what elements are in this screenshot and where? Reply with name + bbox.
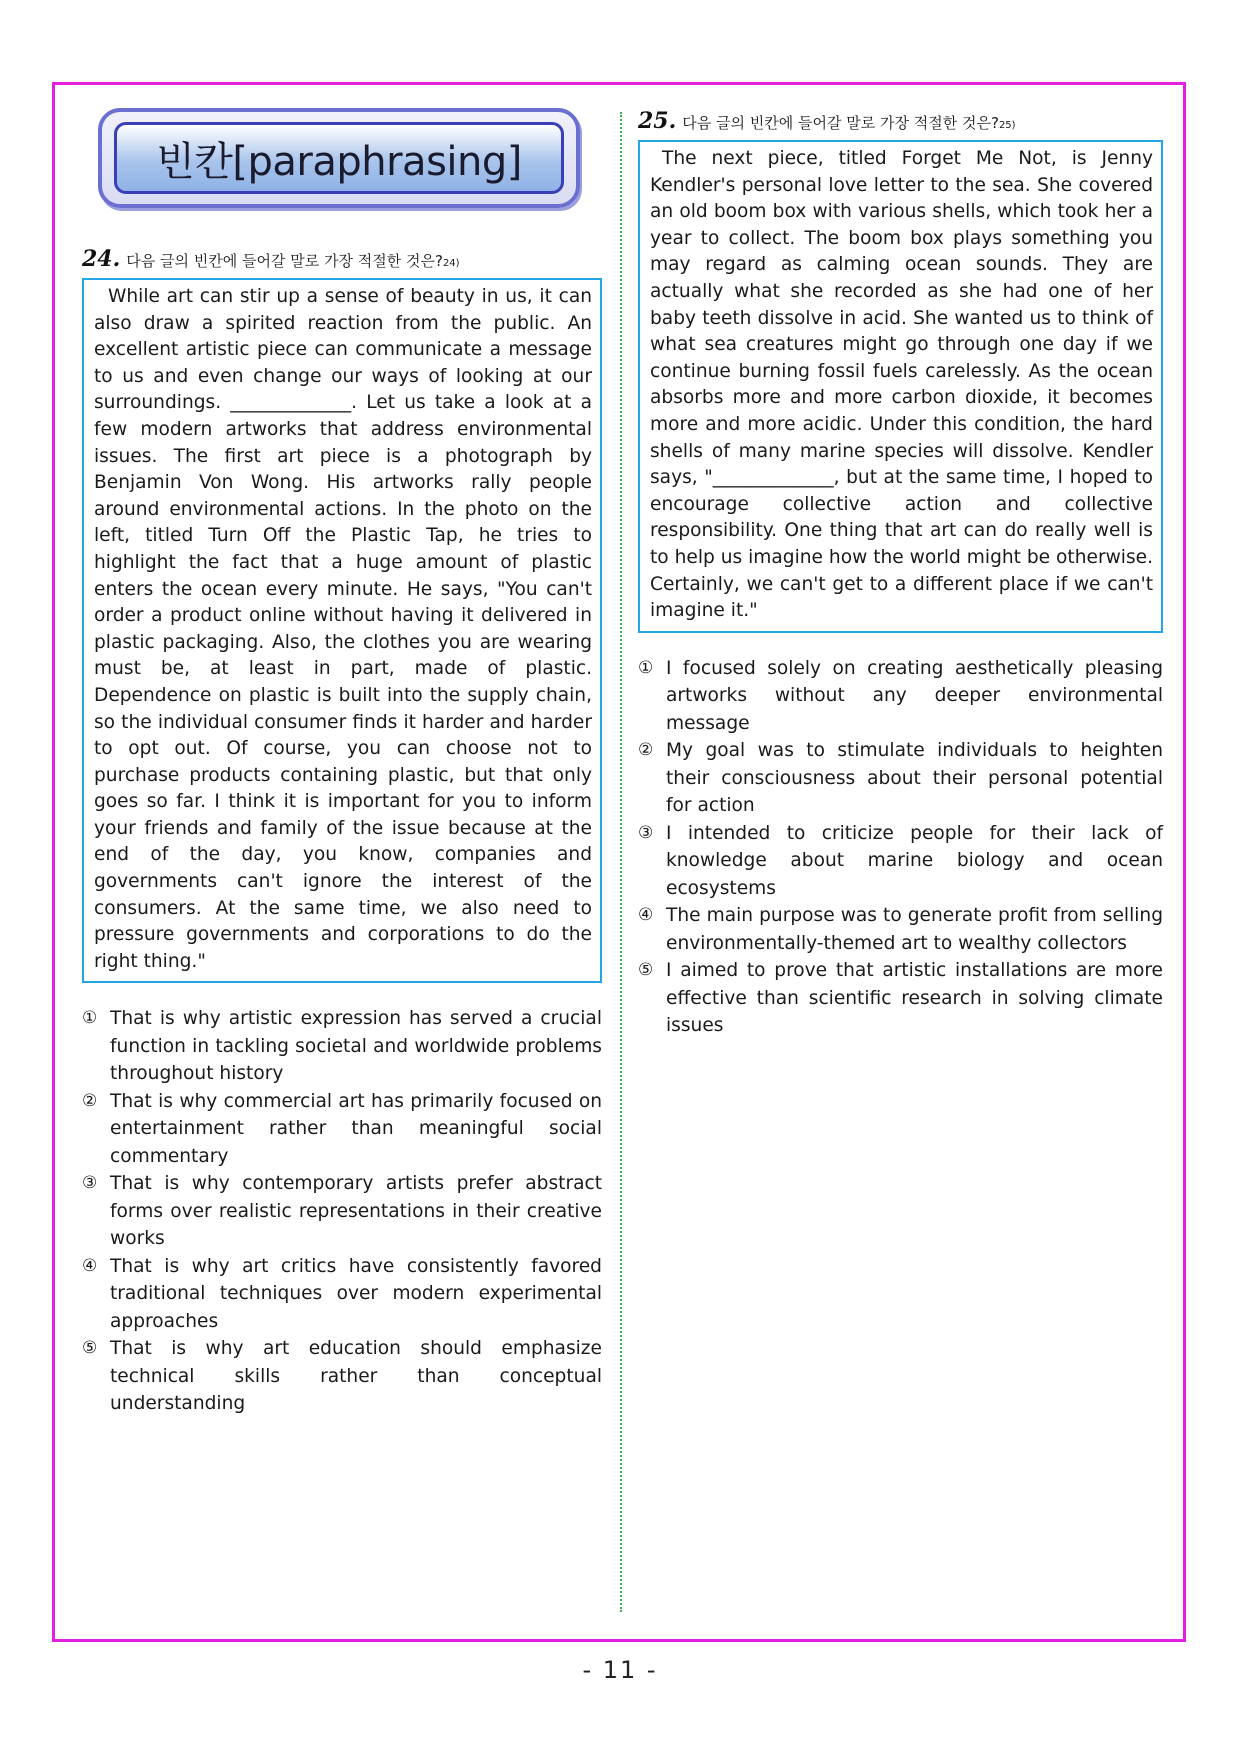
section-title: 빈칸[paraphrasing]: [114, 122, 564, 194]
option-mark: ③: [638, 822, 654, 843]
question-25-option-4[interactable]: [638, 902, 1163, 957]
option-text: That is why art critics have consistently favored traditional techniques over modern experimental approaches: [110, 1255, 602, 1332]
question-24-option-1[interactable]: [82, 1005, 602, 1088]
option-mark: ④: [82, 1255, 98, 1276]
left-column: [82, 108, 602, 1418]
question-24-options: [82, 1005, 602, 1418]
option-mark: ①: [638, 657, 654, 678]
question-24-option-2[interactable]: [82, 1088, 602, 1171]
option-text: That is why commercial art has primarily focused on entertainment rather than meaningful social commentary: [110, 1090, 602, 1167]
question-24-option-3[interactable]: [82, 1170, 602, 1253]
question-25-option-3[interactable]: [638, 820, 1163, 903]
question-25-number: 25.: [638, 108, 677, 134]
option-text: That is why contemporary artists prefer abstract forms over realistic representations in their creative works: [110, 1173, 602, 1250]
question-25-option-2[interactable]: [638, 737, 1163, 820]
option-mark: ②: [82, 1090, 98, 1111]
question-25-options: [638, 655, 1163, 1040]
option-mark: ①: [82, 1008, 98, 1029]
option-mark: ④: [638, 905, 654, 926]
question-25-option-5[interactable]: [638, 957, 1163, 1040]
page-number: - 11 -: [582, 1656, 658, 1684]
question-24-option-5[interactable]: [82, 1335, 602, 1418]
question-25-option-1[interactable]: [638, 655, 1163, 738]
right-column: [638, 108, 1163, 1040]
question-24-option-4[interactable]: [82, 1253, 602, 1336]
question-24-number: 24.: [82, 246, 121, 272]
option-text: I focused solely on creating aesthetically pleasing artworks without any deeper environmental message: [666, 657, 1163, 734]
option-mark: ⑤: [82, 1338, 98, 1359]
section-title-badge: [98, 108, 580, 208]
option-text: I intended to criticize people for their lack of knowledge about marine biology and ocean ecosystems: [666, 822, 1163, 899]
option-text: My goal was to stimulate individuals to heighten their consciousness about their personal potential for action: [666, 740, 1163, 817]
question-24-footnote: 24): [442, 258, 460, 269]
question-25-header: [638, 108, 1163, 134]
option-mark: ②: [638, 740, 654, 761]
question-24-passage: While art can stir up a sense of beauty in us, it can also draw a spirited reaction from the public. An excellent artistic piece can communicate a message to us and even change our ways of looking at our surroundings. _____________. Let us take a look at a few modern artworks that address environmental issues. The first art piece is a photograph by Benjamin Von Wong. His artworks rally people around environmental actions. In the photo on the left, titled Turn Off the Plastic Tap, he tries to highlight the fact that a huge amount of plastic enters the ocean every minute. He says, "You can't order a product online without having it delivered in plastic packaging. Also, the clothes you are wearing must be, at least in part, made of plastic. Dependence on plastic is built into the supply chain, so the individual consumer finds it harder and harder to opt out. Of course, you can choose not to purchase products containing plastic, but that only goes so far. I think it is important for you to inform your friends and family of the issue because at the end of the day, you know, companies and governments can't ignore the interest of the consumers. At the same time, we also need to pressure governments and corporations to do the right thing.": [82, 278, 602, 983]
column-divider: [620, 112, 622, 1612]
option-mark: ③: [82, 1173, 98, 1194]
option-text: I aimed to prove that artistic installations are more effective than scientific research in solving climate issues: [666, 960, 1163, 1037]
question-25-footnote: 25): [998, 120, 1016, 131]
option-text: That is why art education should emphasize technical skills rather than conceptual understanding: [110, 1338, 602, 1415]
option-mark: ⑤: [638, 960, 654, 981]
question-24-header: [82, 246, 602, 272]
question-25-passage: The next piece, titled Forget Me Not, is Jenny Kendler's personal love letter to the sea. She covered an old boom box with various shells, which took her a year to collect. The boom box plays something you may regard as calming ocean sounds. They are actually what she recorded as she had one of her baby teeth dissolve in acid. She wanted us to think of what sea creatures might go through one day if we continue burning fossil fuels carelessly. As the ocean absorbs more and more carbon dioxide, it becomes more and more acidic. Under this condition, the hard shells of many marine species will dissolve. Kendler says, "_____________, but at the same time, I hoped to encourage collective action and collective responsibility. One thing that art can do really well is to help us imagine how the world might be otherwise. Certainly, we can't get to a different place if we can't imagine it.": [638, 140, 1163, 633]
question-24-instruction: 다음 글의 빈칸에 들어갈 말로 가장 적절한 것은?: [126, 252, 443, 270]
question-25-instruction: 다음 글의 빈칸에 들어갈 말로 가장 적절한 것은?: [682, 114, 999, 132]
option-text: The main purpose was to generate profit from selling environmentally-themed art to wealthy collectors: [666, 905, 1163, 954]
option-text: That is why artistic expression has served a crucial function in tackling societal and worldwide problems throughout history: [110, 1008, 602, 1085]
